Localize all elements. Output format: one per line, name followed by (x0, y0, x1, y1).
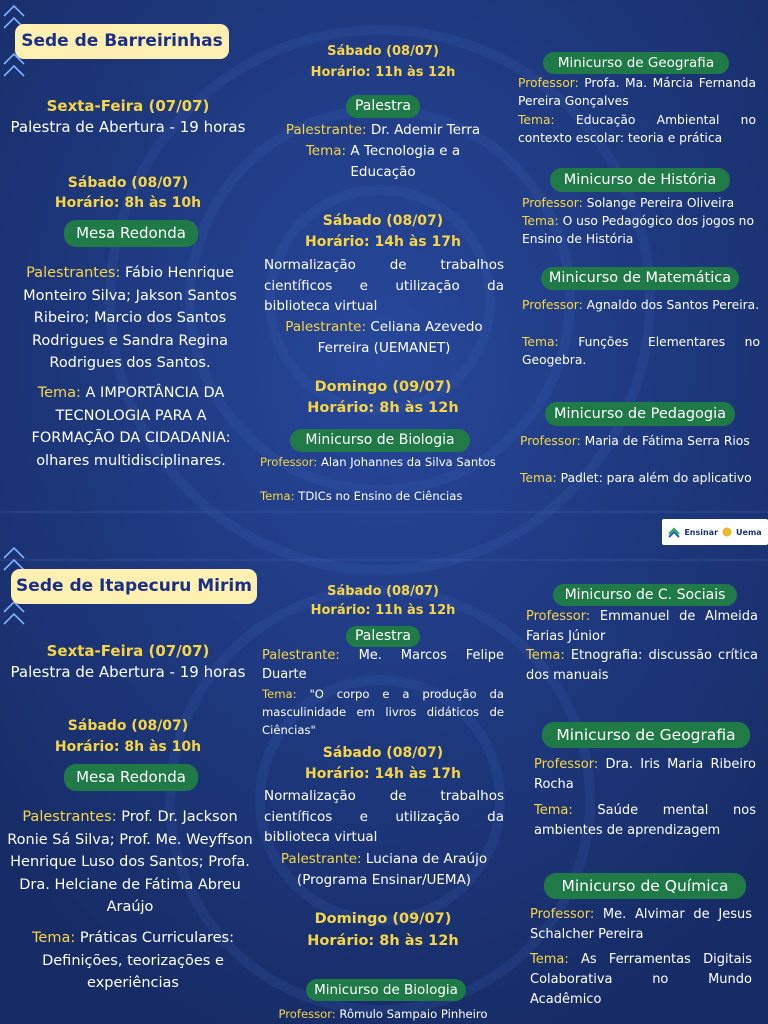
lecture-speaker (272, 120, 494, 141)
professor-label: Professor: (526, 609, 591, 624)
professor-label: Professor: (522, 196, 583, 210)
ensinar-logo: Ensinar (684, 527, 719, 537)
sunday-date: Domingo (09/07) (314, 911, 452, 927)
sunday-time: Horário: 8h às 12h (307, 400, 459, 416)
professor-label: Professor: (520, 434, 581, 448)
theme-text: As Ferramentas Digitais Colaborativa no Mundo Acadêmico (530, 952, 753, 1007)
professor-name: Dra. Iris Maria Ribeiro Rocha (534, 757, 756, 792)
chemistry-course-pill: Minicurso de Química (544, 873, 746, 899)
course-theme (534, 801, 756, 841)
workshop-speaker (264, 317, 504, 358)
saturday-date: Sábado (08/07) (67, 718, 189, 734)
uema-seal-icon (722, 526, 732, 538)
round-table-pill: Mesa Redonda (64, 220, 198, 247)
course-professor (518, 74, 756, 110)
opening-lecture: Palestra de Abertura - 19 horas (10, 118, 246, 136)
speaker-label: Palestrante: (285, 319, 367, 335)
course-theme (522, 333, 760, 369)
theme-label: Tema: (522, 214, 559, 228)
pedagogy-course-pill: Minicurso de Pedagogia (545, 402, 735, 426)
saturday-date: Sábado (08/07) (67, 175, 189, 191)
biology-course-pill: Minicurso de Biologia (290, 429, 470, 452)
biology-professor (260, 454, 498, 471)
theme-label: Tema: (262, 687, 297, 701)
history-course-pill: Minicurso de História (550, 168, 730, 192)
theme-text: Etnografia: discussão crítica dos manuais (526, 648, 758, 683)
saturday-date: Sábado (08/07) (327, 584, 439, 599)
biology-course-pill: Minicurso de Biologia (306, 979, 466, 1001)
saturday-date: Sábado (08/07) (322, 745, 444, 761)
opening-lecture: Palestra de Abertura - 19 horas (10, 663, 246, 681)
partner-logos (662, 519, 768, 545)
lecture-theme (294, 141, 472, 182)
theme-text: "O corpo e a produção da masculinidade em livros didáticos de Ciências" (262, 687, 504, 737)
theme-label: Tema: (305, 143, 347, 159)
professor-name: Me. Alvimar de Jesus Schalcher Pereira (530, 907, 752, 942)
round-table-theme (14, 927, 252, 995)
course-professor (530, 905, 752, 945)
theme-text: Padlet: para além do aplicativo (560, 471, 752, 485)
theme-label: Tema: (534, 803, 573, 818)
theme-label: Tema: (526, 648, 565, 663)
professor-label: Professor: (530, 907, 595, 922)
friday-title: Sexta-Feira (07/07) (46, 97, 210, 115)
course-professor (534, 755, 756, 795)
theme-text: O uso Pedagógico dos jogos no Ensino de História (522, 214, 754, 246)
speaker-name: Dr. Ademir Terra (370, 122, 481, 138)
math-course-pill: Minicurso de Matemática (541, 267, 739, 290)
saturday-time: Horário: 8h às 10h (54, 739, 202, 755)
theme-text: TDICs no Ensino de Ciências (298, 489, 463, 503)
saturday-date: Sábado (08/07) (327, 44, 439, 59)
professor-label: Professor: (278, 1007, 336, 1021)
section-badge-barreirinhas: Sede de Barreirinhas (15, 24, 229, 59)
professor-name: Alan Johannes da Silva Santos (320, 455, 496, 469)
uema-logo: Uema (736, 527, 762, 537)
professor-name: Rômulo Sampaio Pinheiro (339, 1007, 488, 1021)
biology-theme (260, 488, 498, 505)
section-badge-itapecuru: Sede de Itapecuru Mirim (11, 569, 257, 604)
saturday-time: Horário: 11h às 12h (310, 603, 456, 618)
course-professor (520, 432, 758, 450)
speakers-names: Prof. Dr. Jackson Ronie Sá Silva; Prof. Me. Weyffson Henrique Luso dos Santos; Profa. Dra. Helciane de Fátima Abreu Araújo (7, 809, 253, 915)
saturday-time: Horário: 11h às 12h (310, 65, 456, 80)
theme-label: Tema: (522, 335, 559, 349)
lecture-pill: Palestra (346, 95, 420, 118)
round-table-theme (14, 382, 248, 472)
professor-label: Professor: (260, 455, 318, 469)
saturday-time: Horário: 14h às 17h (305, 766, 461, 782)
lecture-speaker (262, 646, 504, 684)
speaker-label: Palestrante: (280, 851, 362, 867)
theme-text: Práticas Curriculares: Definições, teorizações e experiências (42, 930, 234, 991)
course-theme (520, 469, 758, 487)
speakers-names: Fábio Henrique Monteiro Silva; Jakson Santos Ribeiro; Marcio dos Santos Rodrigues e Sandra Regina Rodrigues dos Santos. (23, 265, 237, 371)
speaker-name: Celiana Azevedo Ferreira (UEMANET) (317, 319, 483, 356)
normalization-workshop: Normalização de trabalhos científicos e utilização da biblioteca virtual (264, 788, 504, 845)
theme-label: Tema: (37, 385, 81, 401)
theme-label: Tema: (518, 113, 555, 127)
friday-title: Sexta-Feira (07/07) (46, 642, 210, 660)
course-professor (522, 296, 760, 314)
biology-professor (256, 1006, 510, 1023)
speaker-label: Palestrante: (262, 648, 340, 663)
speakers-label: Palestrantes: (22, 809, 117, 825)
course-professor (522, 194, 760, 212)
course-theme (522, 212, 760, 248)
speaker-label: Palestrante: (285, 122, 367, 138)
course-theme (518, 111, 756, 147)
theme-text: Funções Elementares no Geogebra. (522, 335, 760, 367)
theme-label: Tema: (520, 471, 557, 485)
geography-course-pill: Minicurso de Geografia (542, 722, 750, 748)
professor-name: Emmanuel de Almeida Farias Júnior (526, 609, 758, 644)
theme-label: Tema: (530, 952, 569, 967)
professor-name: Profa. Ma. Márcia Fernanda Pereira Gonçalves (518, 76, 756, 108)
speaker-name: Luciana de Araújo (Programa Ensinar/UEMA) (296, 851, 488, 888)
social-sciences-course-pill: Minicurso de C. Sociais (553, 584, 737, 606)
professor-name: Agnaldo dos Santos Pereira. (586, 298, 760, 312)
theme-text: A Tecnologia e a Educação (350, 143, 461, 180)
ensinar-logo-icon (668, 526, 680, 538)
sunday-time: Horário: 8h às 12h (307, 933, 459, 949)
sunday-date: Domingo (09/07) (314, 379, 452, 395)
speakers-label: Palestrantes: (26, 265, 121, 281)
theme-text: Educação Ambiental no contexto escolar: teoria e prática (518, 113, 756, 145)
professor-name: Maria de Fátima Serra Rios (584, 434, 750, 448)
speaker-name: Me. Marcos Felipe Duarte (262, 648, 504, 682)
lecture-theme (262, 685, 504, 739)
workshop-speaker (264, 849, 504, 890)
normalization-workshop: Normalização de trabalhos científicos e utilização da biblioteca virtual (264, 257, 504, 314)
theme-text: Saúde mental nos ambientes de aprendizagem (534, 803, 756, 838)
saturday-time: Horário: 8h às 10h (54, 195, 202, 211)
professor-name: Solange Pereira Oliveira (586, 196, 735, 210)
theme-text: A IMPORTÂNCIA DA TECNOLOGIA PARA A FORMAÇÃO DA CIDADANIA: olhares multidisciplinares. (31, 385, 231, 469)
geography-course-pill: Minicurso de Geografia (543, 52, 729, 74)
round-table-pill: Mesa Redonda (64, 764, 198, 791)
course-theme (526, 646, 758, 685)
round-table-speakers (6, 806, 254, 919)
lecture-pill: Palestra (346, 626, 420, 647)
round-table-speakers (6, 262, 254, 375)
course-theme (530, 950, 752, 1010)
theme-label: Tema: (260, 489, 295, 503)
professor-label: Professor: (534, 757, 599, 772)
theme-label: Tema: (32, 930, 76, 946)
saturday-date: Sábado (08/07) (322, 213, 444, 229)
saturday-time: Horário: 14h às 17h (305, 234, 461, 250)
course-professor (526, 607, 758, 646)
professor-label: Professor: (522, 298, 583, 312)
professor-label: Professor: (518, 76, 579, 90)
